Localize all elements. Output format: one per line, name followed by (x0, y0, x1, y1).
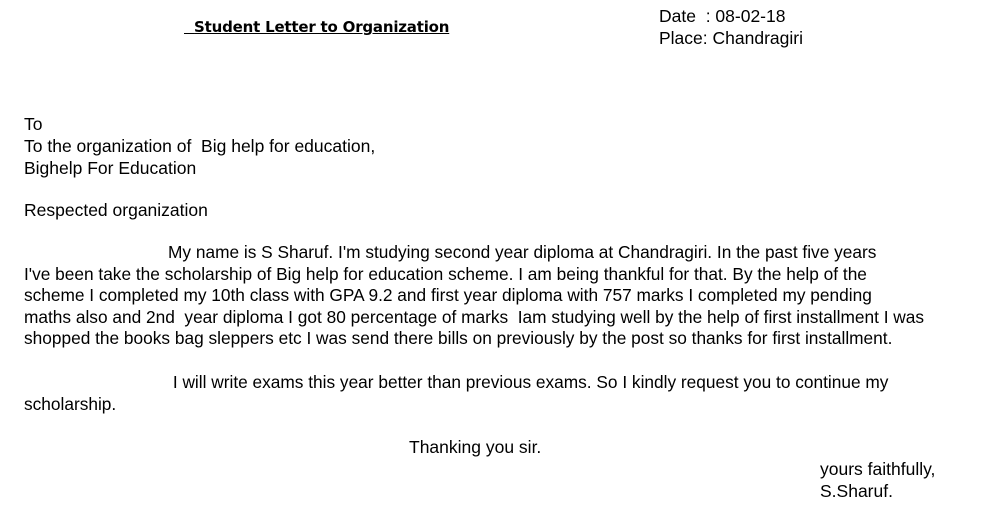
letter-title (184, 18, 449, 36)
date-place-block (659, 5, 803, 49)
body-paragraph-2 (24, 372, 1004, 415)
recipient-line-1: To the organization of Big help for education, (24, 136, 376, 156)
signoff-line-1: yours faithfully, (820, 459, 936, 479)
paragraph-line: shopped the books bag sleppers etc I was send there bills on previously by the post so thanks for first installment. (24, 328, 893, 348)
paragraph-line: maths also and 2nd year diploma I got 80 percentage of marks Iam studying well by the help of first installment I was (24, 306, 925, 327)
closing-line: Thanking you sir. (409, 437, 542, 457)
paragraph-line: I've been take the scholarship of Big help for education scheme. I am being thankful for that. By the help of the (24, 263, 867, 284)
paragraph-line: scheme I completed my 10th class with GPA 9.2 and first year diploma with 757 marks I completed my pending (24, 285, 872, 305)
recipient-block (24, 113, 375, 179)
signoff-block (820, 458, 935, 502)
letter-title-text: Student Letter to Organization (194, 18, 450, 36)
signature-name: S.Sharuf. (820, 481, 893, 501)
salutation: Respected organization (24, 200, 208, 220)
place-line: Place: Chandragiri (659, 28, 803, 48)
paragraph-line: I will write exams this year better than previous exams. So I kindly request you to continue my (24, 372, 889, 392)
recipient-to: To (24, 114, 43, 134)
recipient-line-2: Bighelp For Education (24, 158, 197, 178)
date-line: Date : 08-02-18 (659, 6, 786, 26)
body-paragraph-1 (24, 242, 1004, 350)
paragraph-line: scholarship. (24, 393, 117, 414)
paragraph-line: My name is S Sharuf. I'm studying second year diploma at Chandragiri. In the past five years (24, 242, 877, 262)
